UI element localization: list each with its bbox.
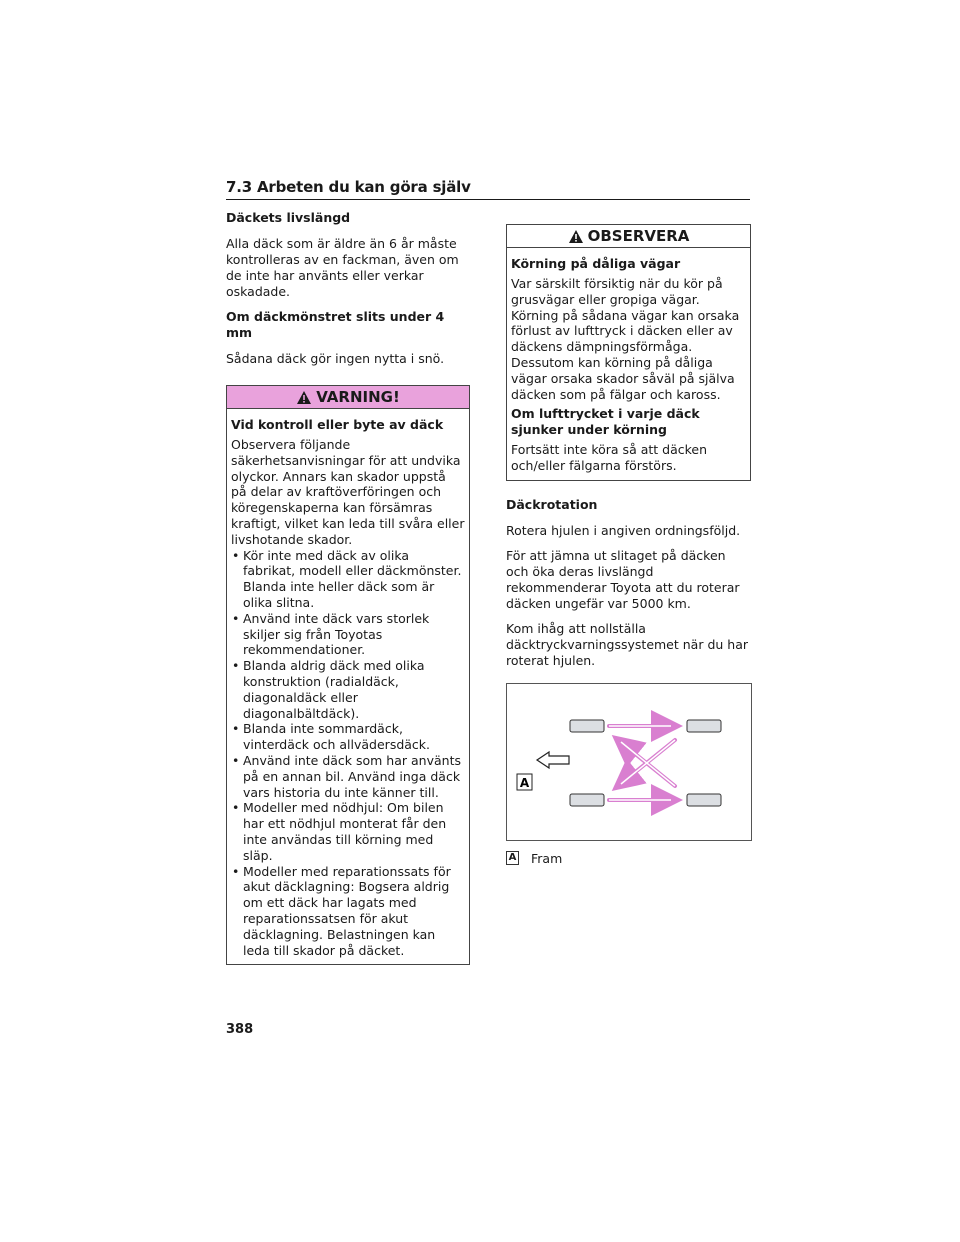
warning-header <box>227 386 469 409</box>
warning-item: • Kör inte med däck av olika fabrikat, modell eller däckmönster. Blanda inte heller däck som är olika slitna. <box>231 548 465 611</box>
warning-item: • Använd inte däck som har använts på en annan bil. Använd inga däck vars historia du inte känner till. <box>231 753 465 800</box>
section-header <box>226 178 750 200</box>
heading-tread-depth: Om däckmönstret slits under 4 mm <box>226 309 445 340</box>
right-column <box>506 224 751 866</box>
left-column <box>226 210 470 965</box>
warning-item: • Använd inte däck vars storlek skiljer sig från Toyotas rekommendationer. <box>231 611 465 658</box>
heading-tire-life: Däckets livslängd <box>226 210 351 225</box>
warning-label: VARNING! <box>316 388 400 406</box>
tire-front-right <box>570 794 604 806</box>
paragraph-rotate: Rotera hjulen i angiven ordningsföljd. <box>506 522 741 538</box>
diagram-legend <box>506 851 751 866</box>
heading-rotation: Däckrotation <box>506 496 598 512</box>
paragraph-reset: Kom ihåg att nollställa däcktryckvarningssystemet när du har roterat hjulen. <box>506 620 748 668</box>
warning-intro: Observera följande säkerhetsanvisningar för att undvika olyckor. Annars kan skador uppstå på delar av kraftöverföringen och köregenskaperna kan försämras kraftigt, vilket kan leda till svåra eller livshotande skador. <box>231 437 465 547</box>
tire-rear-right <box>687 794 721 806</box>
warning-item: • Blanda inte sommardäck, vinterdäck och allvädersdäck. <box>231 721 465 753</box>
warning-item: • Blanda aldrig däck med olika konstruktion (radialdäck, diagonaldäck eller diagonalbältdäck). <box>231 658 465 721</box>
paragraph-interval: För att jämna ut slitaget på däcken och öka deras livslängd rekommenderar Toyota att du roterar däcken ungefär var 5000 km. <box>506 547 740 611</box>
tire-rear-left <box>687 720 721 732</box>
notice-title-roads: Körning på dåliga vägar <box>511 256 681 271</box>
tire-front-left <box>570 720 604 732</box>
warning-list <box>231 548 465 959</box>
paragraph-snow: Sådana däck gör ingen nytta i snö. <box>226 351 445 366</box>
legend-text: Fram <box>531 850 563 866</box>
diagram-marker: A <box>519 775 530 790</box>
notice-header <box>507 225 750 248</box>
paragraph-tire-age: Alla däck som är äldre än 6 år måste kontrolleras av en fackman, även om de inte har använts eller verkar oskadade. <box>226 236 459 299</box>
warning-box <box>226 385 470 965</box>
notice-text-roads: Var särskilt försiktig när du kör på grusvägar eller gropiga vägar. Körning på sådana vägar kan orsaka förlust av lufttryck i däcken eller av däckens dämpningsförmåga. Dessutom kan körning på dåliga vägar orsaka skador såväl på själva däcken som på fälgar och kaross. <box>511 276 740 402</box>
front-arrow-icon <box>537 752 569 768</box>
warning-body <box>227 409 469 964</box>
warning-item: • Modeller med nödhjul: Om bilen har ett nödhjul monterat får den inte användas till körning med släp. <box>231 800 465 863</box>
notice-icon <box>568 229 584 244</box>
warning-item: • Modeller med reparationssats för akut däcklagning: Bogsera aldrig om ett däck har lagats med reparationssatsen för akut däcklagning. Belastningen kan leda till skador på däcket. <box>231 864 465 959</box>
warning-title: Vid kontroll eller byte av däck <box>231 417 444 432</box>
notice-title-pressure: Om lufttrycket i varje däck sjunker under körning <box>511 406 700 438</box>
notice-label: OBSERVERA <box>587 227 690 245</box>
section-title: 7.3 Arbeten du kan göra själv <box>226 178 471 196</box>
warning-icon <box>296 390 312 405</box>
notice-text-pressure: Fortsätt inte köra så att däcken och/eller fälgarna förstörs. <box>511 442 708 474</box>
page-number: 388 <box>226 1022 254 1037</box>
notice-box <box>506 224 751 481</box>
rotation-diagram <box>506 683 752 841</box>
notice-body <box>507 248 750 480</box>
legend-marker: A <box>506 851 519 865</box>
rotation-diagram-svg <box>507 684 751 840</box>
